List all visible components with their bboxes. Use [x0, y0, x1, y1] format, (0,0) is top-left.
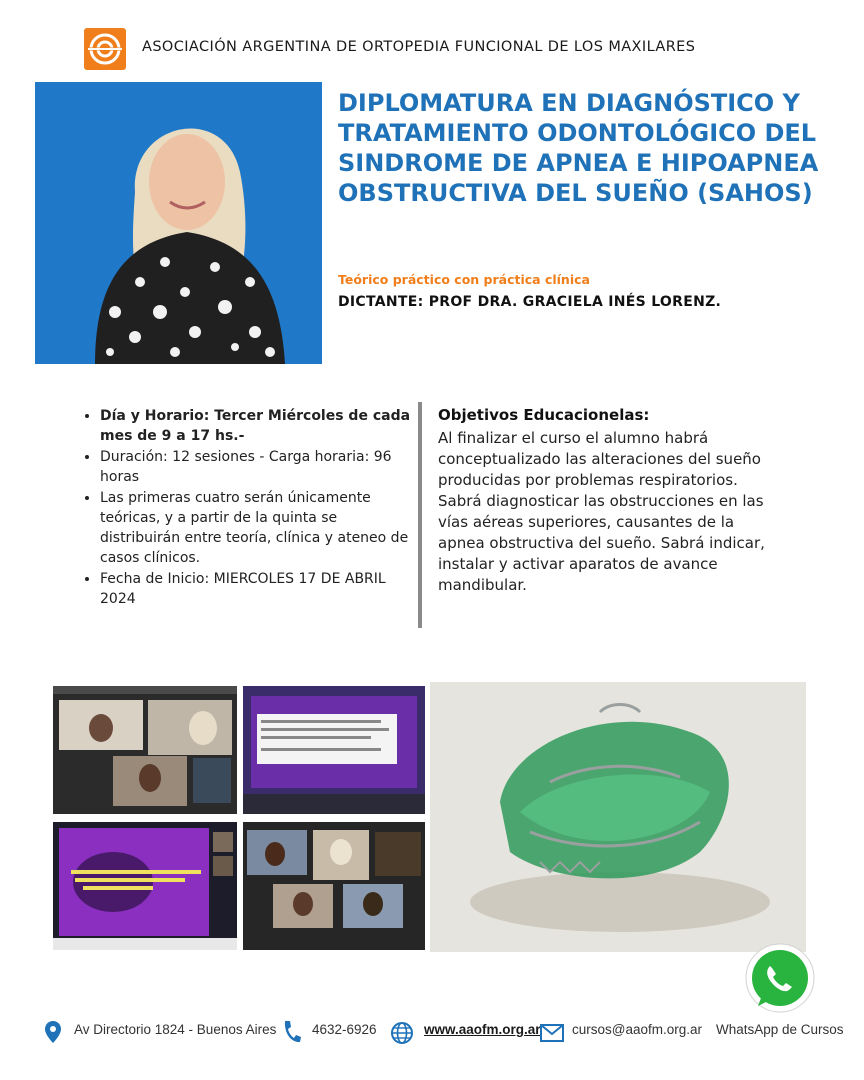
objectives-text: Al finalizar el curso el alumno habrá conceptualizado las alteraciones del sueño producidas por problemas respiratorios. Sabrá diagnosticar las obstrucciones en las vías aéreas superiores, causantes de la apnea obstructiva del sueño. Sabrá indicar, instalar y activar aparatos de avance mandibular. [438, 429, 765, 594]
mandibular-appliance-photo [430, 682, 806, 952]
detail-duration: • Duración: 12 sesiones - Carga horaria: 96 horas [100, 447, 418, 487]
footer-whatsapp-label[interactable]: WhatsApp de Cursos [716, 1022, 844, 1037]
organization-name: ASOCIACIÓN ARGENTINA DE ORTOPEDIA FUNCIONAL DE LOS MAXILARES [142, 39, 696, 55]
globe-icon [390, 1021, 414, 1045]
detail-format: • Las primeras cuatro serán únicamente teóricas, y a partir de la quinta se distribuirán entre teoría, clínica y ateneo de casos clínicos. [100, 488, 418, 568]
instructor-photo [35, 82, 322, 364]
lecture-slide-photo [53, 822, 237, 950]
location-pin-icon [45, 1021, 61, 1043]
section-divider [418, 402, 422, 628]
detail-start-date: • Fecha de Inicio: MIERCOLES 17 DE ABRIL 2024 [100, 569, 418, 609]
detail-schedule: • Día y Horario: Tercer Miércoles de cada mes de 9 a 17 hs.- [100, 406, 418, 446]
presentation-photo [243, 686, 425, 814]
footer-email[interactable]: cursos@aaofm.org.ar [572, 1022, 703, 1037]
organization-logo-icon [84, 28, 126, 70]
course-title: DIPLOMATURA EN DIAGNÓSTICO Y TRATAMIENTO ODONTOLÓGICO DEL SINDROME DE APNEA E HIPOAPNEA OBSTRUCTIVA DEL SUEÑO (SAHOS) [338, 89, 819, 207]
footer-website-link[interactable]: www.aaofm.org.ar [424, 1022, 541, 1037]
course-details-list [80, 406, 418, 610]
phone-icon [281, 1020, 301, 1044]
objectives-heading: Objetivos Educacionelas: [438, 406, 650, 424]
course-instructor: DICTANTE: PROF DRA. GRACIELA INÉS LORENZ. [338, 294, 722, 310]
videocall-photo-2 [243, 822, 425, 950]
mail-icon [540, 1024, 564, 1042]
whatsapp-icon[interactable] [740, 940, 820, 1020]
course-subtitle: Teórico práctico con práctica clínica [338, 272, 590, 287]
footer-phone[interactable]: 4632-6926 [312, 1022, 377, 1037]
footer-address: Av Directorio 1824 - Buenos Aires [74, 1022, 277, 1037]
videocall-photo-1 [53, 686, 237, 814]
